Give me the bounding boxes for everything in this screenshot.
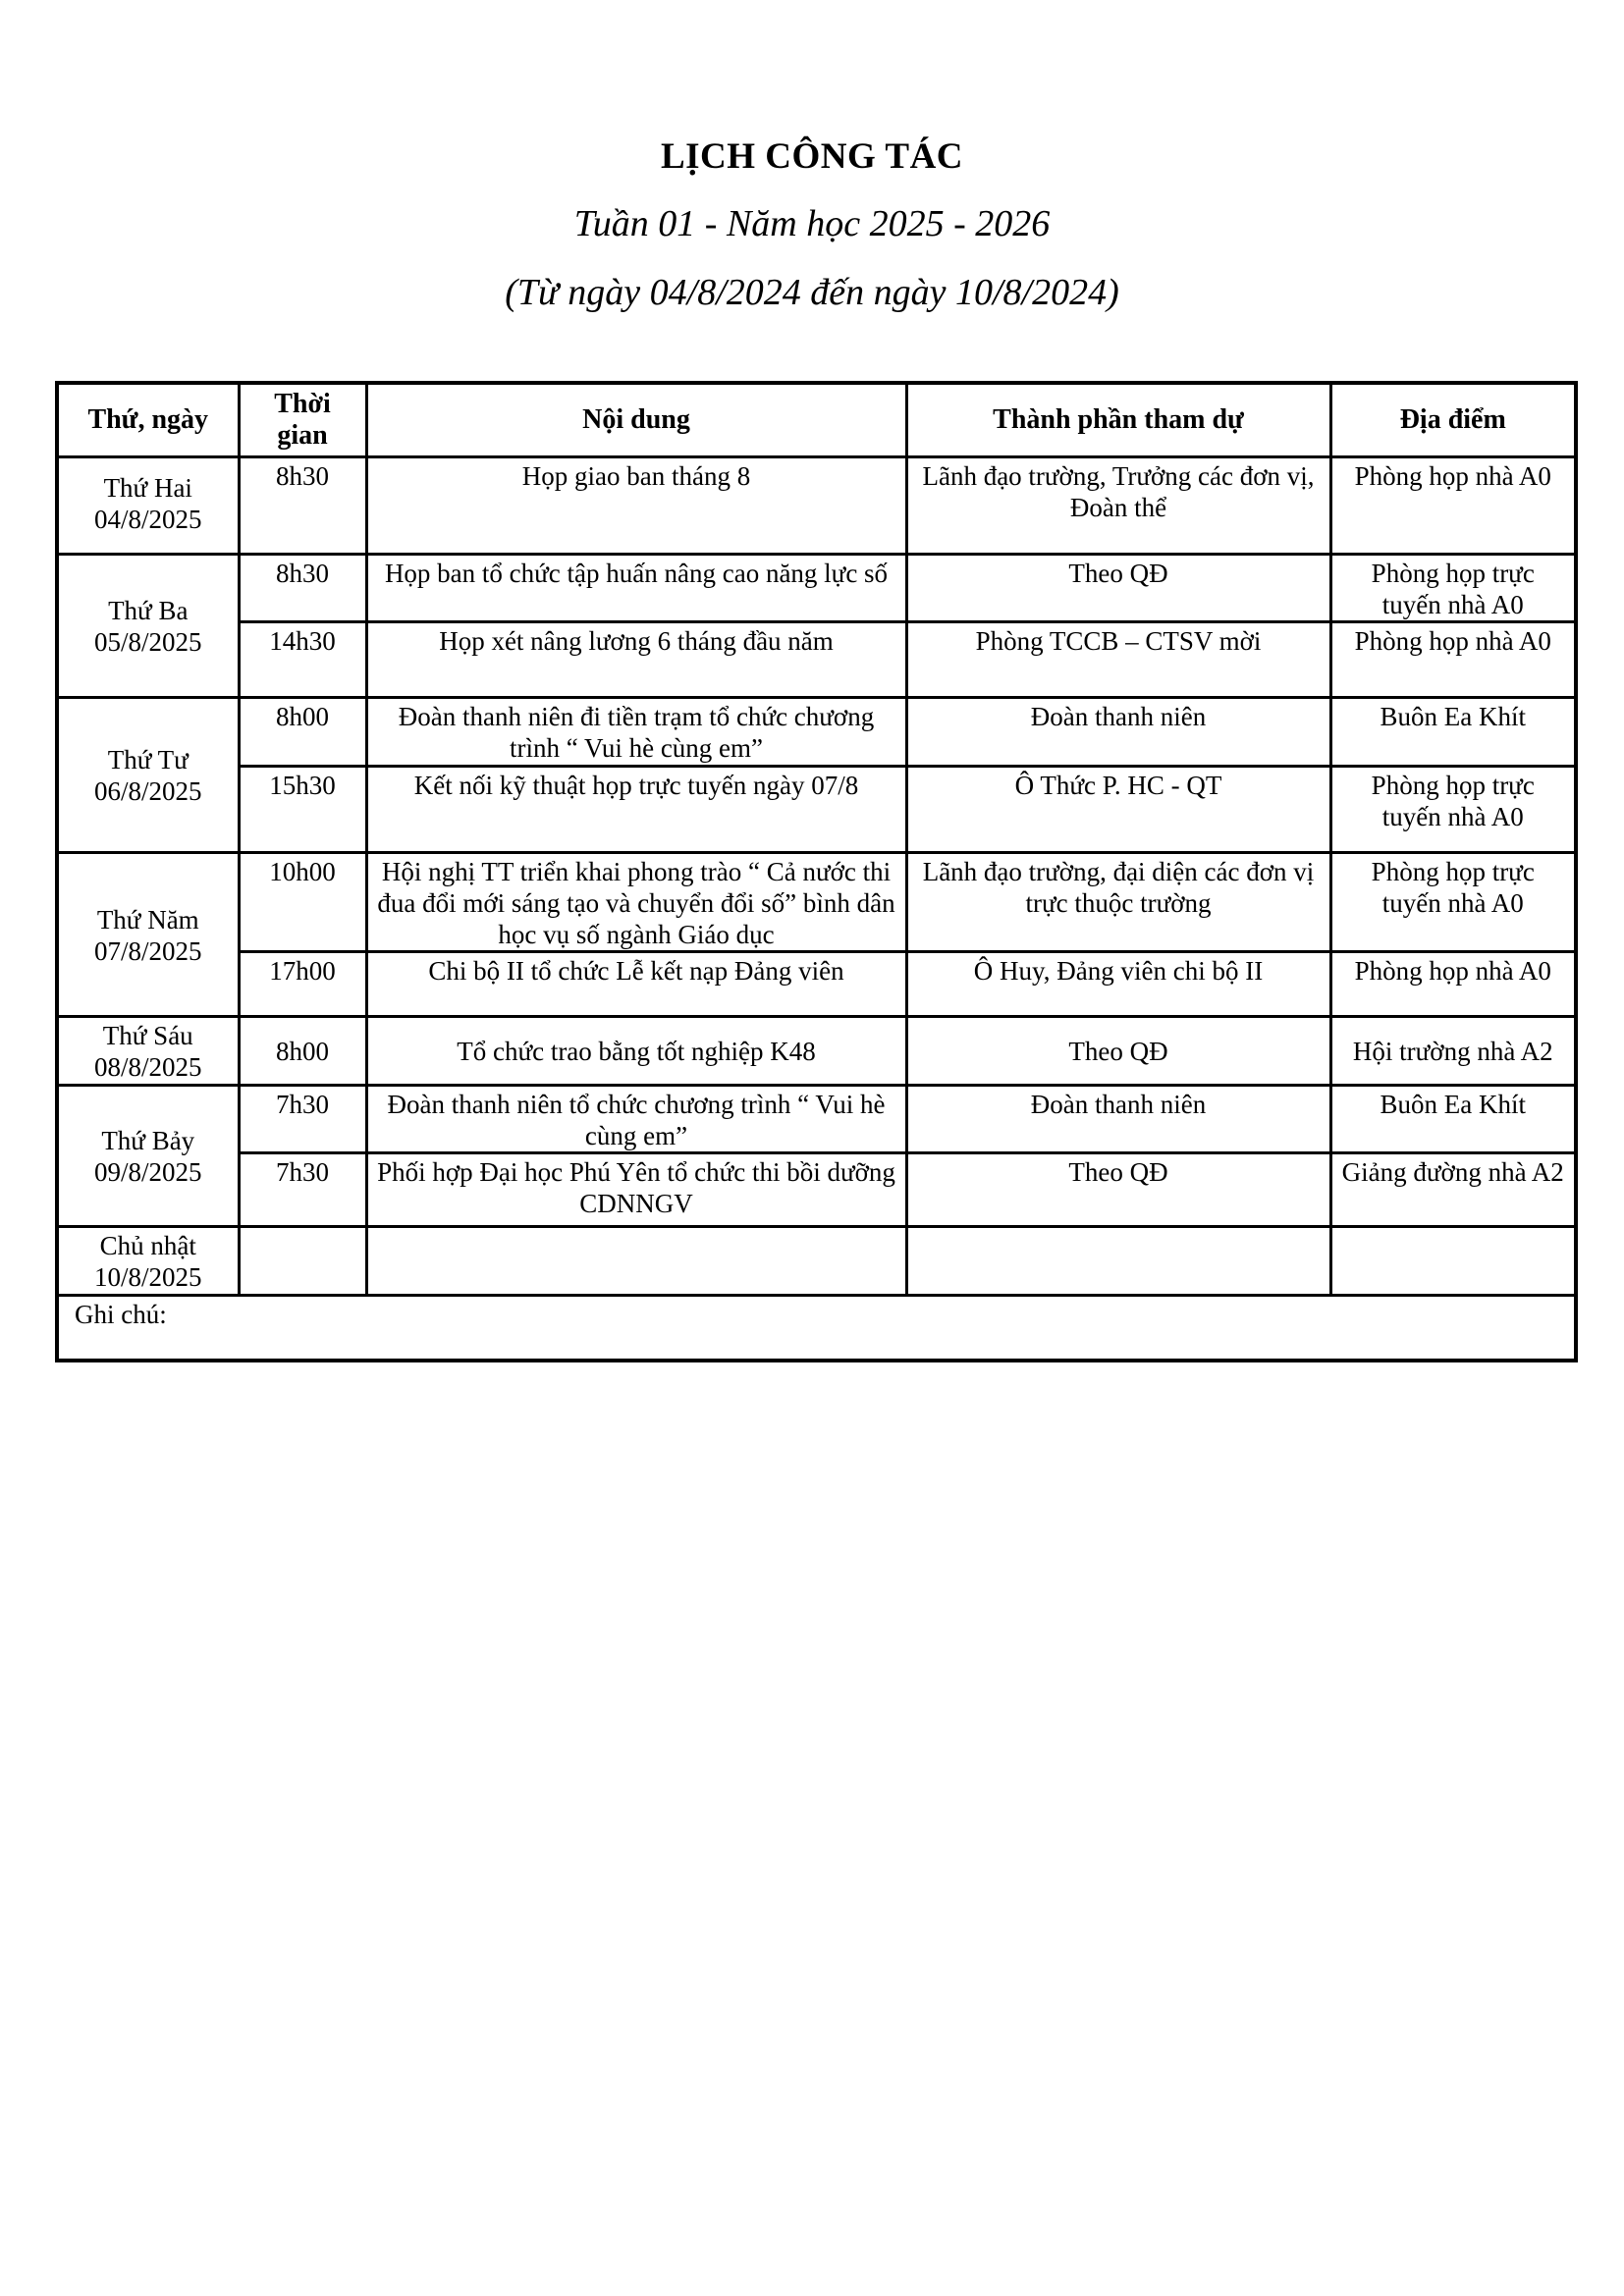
time-cell: 10h00: [239, 852, 366, 951]
time-cell: 8h30: [239, 456, 366, 554]
day-name: Thứ Tư: [107, 745, 189, 774]
header-location: Địa điểm: [1330, 383, 1576, 456]
day-name: Thứ Năm: [96, 904, 199, 934]
content-cell: Tổ chức trao bằng tốt nghiệp K48: [366, 1016, 906, 1085]
day-date: 06/8/2025: [93, 776, 202, 806]
participants-cell: Theo QĐ: [906, 1152, 1330, 1226]
participants-cell: Đoàn thanh niên: [906, 1085, 1330, 1152]
schedule-table: [55, 381, 1578, 1362]
participants-cell: Đoàn thanh niên: [906, 697, 1330, 766]
participants-cell: [906, 1226, 1330, 1295]
location-cell: Giảng đường nhà A2: [1330, 1152, 1576, 1226]
content-cell: Họp xét nâng lương 6 tháng đầu năm: [366, 621, 906, 697]
location-cell: Buôn Ea Khít: [1330, 1085, 1576, 1152]
content-cell: Phối hợp Đại học Phú Yên tổ chức thi bồi dưỡng CDNNGV: [366, 1152, 906, 1226]
location-cell: Phòng họp trực tuyến nhà A0: [1330, 852, 1576, 951]
day-date: 09/8/2025: [93, 1157, 202, 1187]
time-cell: 17h00: [239, 951, 366, 1016]
location-cell: Phòng họp nhà A0: [1330, 621, 1576, 697]
note-label: Ghi chú:: [57, 1295, 1576, 1361]
date-range: (Từ ngày 04/8/2024 đến ngày 10/8/2024): [505, 272, 1119, 313]
day-name: Thứ Sáu: [102, 1021, 193, 1050]
time-cell: 8h00: [239, 1016, 366, 1085]
location-cell: Phòng họp trực tuyến nhà A0: [1330, 766, 1576, 852]
location-cell: [1330, 1226, 1576, 1295]
location-cell: Phòng họp trực tuyến nhà A0: [1330, 554, 1576, 621]
location-cell: Phòng họp nhà A0: [1330, 951, 1576, 1016]
day-cell: [57, 852, 239, 1016]
header-participants: Thành phần tham dự: [906, 383, 1330, 456]
participants-cell: Theo QĐ: [906, 554, 1330, 621]
table-row: [57, 1016, 1576, 1085]
time-cell: 7h30: [239, 1085, 366, 1152]
content-cell: Họp ban tổ chức tập huấn nâng cao năng lực số: [366, 554, 906, 621]
location-cell: Phòng họp nhà A0: [1330, 456, 1576, 554]
time-cell: 8h30: [239, 554, 366, 621]
table-row: [57, 1085, 1576, 1152]
day-cell: [57, 697, 239, 852]
header-day: Thứ, ngày: [57, 383, 239, 456]
day-cell: [57, 1226, 239, 1295]
content-cell: Kết nối kỹ thuật họp trực tuyến ngày 07/8: [366, 766, 906, 852]
table-row: [57, 621, 1576, 697]
table-row: [57, 456, 1576, 554]
content-cell: [366, 1226, 906, 1295]
content-cell: Hội nghị TT triển khai phong trào “ Cả nước thi đua đổi mới sáng tạo và chuyển đổi số” bình dân học vụ số ngành Giáo dục: [366, 852, 906, 951]
time-cell: 7h30: [239, 1152, 366, 1226]
table-header-row: [57, 383, 1576, 456]
content-cell: Đoàn thanh niên đi tiền trạm tổ chức chương trình “ Vui hè cùng em”: [366, 697, 906, 766]
table-row: [57, 697, 1576, 766]
table-row: [57, 554, 1576, 621]
content-cell: Đoàn thanh niên tổ chức chương trình “ Vui hè cùng em”: [366, 1085, 906, 1152]
day-date: 07/8/2025: [93, 935, 202, 966]
day-date: 08/8/2025: [93, 1052, 202, 1082]
participants-cell: Phòng TCCB – CTSV mời: [906, 621, 1330, 697]
participants-cell: Theo QĐ: [906, 1016, 1330, 1085]
document-title: LỊCH CÔNG TÁC: [660, 136, 964, 177]
day-cell: [57, 1085, 239, 1226]
day-name: Thứ Hai: [103, 472, 192, 503]
day-cell: [57, 554, 239, 697]
content-cell: Chi bộ II tổ chức Lễ kết nạp Đảng viên: [366, 951, 906, 1016]
day-cell: [57, 456, 239, 554]
day-cell: [57, 1016, 239, 1085]
time-cell: [239, 1226, 366, 1295]
participants-cell: Lãnh đạo trường, đại diện các đơn vị trực thuộc trường: [906, 852, 1330, 951]
participants-cell: Ô Thức P. HC - QT: [906, 766, 1330, 852]
location-cell: Hội trường nhà A2: [1330, 1016, 1576, 1085]
day-date: 10/8/2025: [93, 1262, 202, 1292]
day-name: Thứ Ba: [108, 596, 189, 625]
day-name: Thứ Bảy: [101, 1126, 195, 1155]
time-cell: 8h00: [239, 697, 366, 766]
time-cell: 14h30: [239, 621, 366, 697]
location-cell: Buôn Ea Khít: [1330, 697, 1576, 766]
note-row: [57, 1295, 1576, 1361]
table-row: [57, 852, 1576, 951]
header-time: Thời gian: [239, 383, 366, 456]
day-name: Chủ nhật: [99, 1231, 196, 1260]
day-date: 04/8/2025: [93, 504, 202, 534]
table-row: [57, 766, 1576, 852]
header-content: Nội dung: [366, 383, 906, 456]
table-row: [57, 1226, 1576, 1295]
content-cell: Họp giao ban tháng 8: [366, 456, 906, 554]
time-cell: 15h30: [239, 766, 366, 852]
day-date: 05/8/2025: [93, 627, 202, 657]
participants-cell: Lãnh đạo trường, Trưởng các đơn vị, Đoàn thể: [906, 456, 1330, 554]
table-row: [57, 1152, 1576, 1226]
participants-cell: Ô Huy, Đảng viên chi bộ II: [906, 951, 1330, 1016]
table-row: [57, 951, 1576, 1016]
document-subtitle: Tuần 01 - Năm học 2025 - 2026: [573, 203, 1051, 244]
